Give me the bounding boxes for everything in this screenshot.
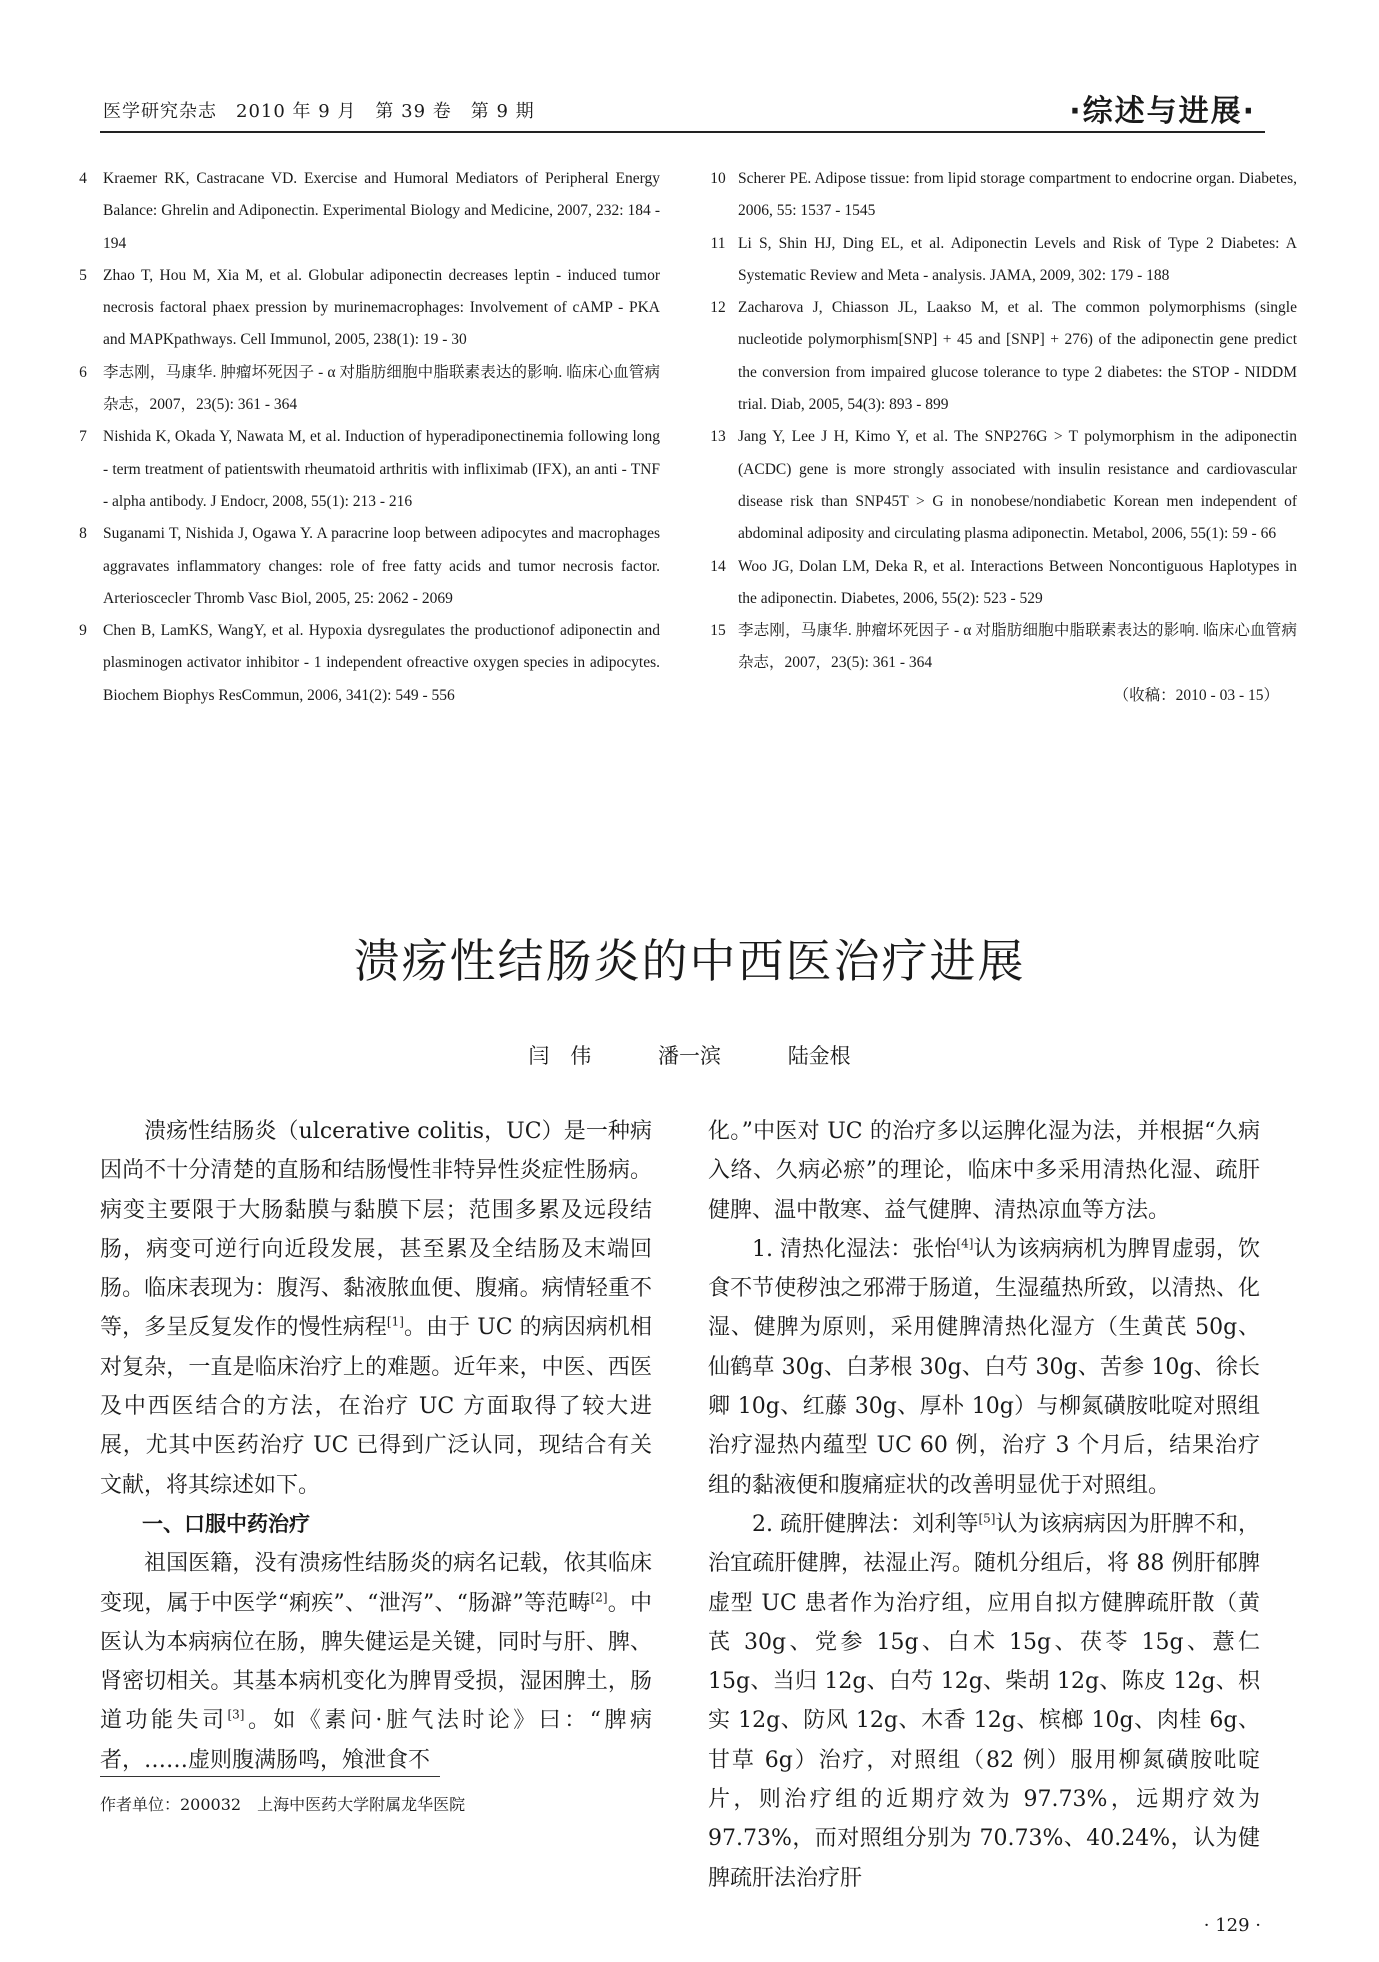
reference-item <box>70 163 660 260</box>
body-paragraph <box>100 1112 652 1505</box>
citation-marker: [4] <box>956 1236 974 1251</box>
paragraph-text: 祖国医籍，没有溃疡性结肠炎的病名记载，依其临床变现，属于中医学“痢疾”、“泄泻”、“肠澼”等范畴 <box>100 1551 652 1616</box>
author-affiliation-footnote: 作者单位：200032 上海中医药大学附属龙华医院 <box>100 1795 466 1814</box>
reference-number: 8 <box>79 525 87 543</box>
reference-number: 6 <box>79 363 87 381</box>
body-paragraph <box>100 1544 652 1780</box>
header-rule <box>100 131 1265 133</box>
references-right-column <box>705 163 1297 712</box>
reference-item <box>70 260 660 357</box>
reference-text: 李志刚，马康华. 肿瘤坏死因子 - α 对脂肪细胞中脂联素表达的影响. 临床心血管病杂志，2007，23(5): 361 - 364 <box>738 622 1297 672</box>
reference-item <box>70 421 660 518</box>
reference-number: 10 <box>710 170 726 187</box>
citation-marker: [5] <box>978 1511 996 1526</box>
reference-text: Zhao T, Hou M, Xia M, et al. Globular adiponectin decreases leptin - induced tumor necrosis factoral phaex pression by murinemacrophages: Involvement of cAMP - PKA and MAPKpathways. Cell Immunol, 2005, 238(1): 19 - 30 <box>103 266 660 349</box>
reference-text: Chen B, LamKS, WangY, et al. Hypoxia dysregulates the productionof adiponectin and plasminogen activator inhibitor - 1 independent ofreactive oxygen species in adipocytes. Biochem Biophys ResCommun, 2006, 341(2): 549 - 556 <box>103 622 660 704</box>
reference-number: 13 <box>710 428 726 446</box>
reference-item <box>705 292 1297 421</box>
page-number: · 129 · <box>1203 1915 1261 1936</box>
author-name: 闫 伟 <box>528 1044 592 1068</box>
author-name: 陆金根 <box>787 1044 851 1068</box>
paragraph-text: 1. 清热化湿法：张怡 <box>752 1236 957 1262</box>
reference-number: 12 <box>710 299 726 317</box>
reference-item <box>705 228 1297 293</box>
body-paragraph <box>708 1505 1260 1898</box>
paragraph-text: 。由于 UC 的病因病机相对复杂，一直是临床治疗上的难题。近年来，中医、西医及中西医结合的方法，在治疗 UC 方面取得了较大进展，尤其中医药治疗 UC 已得到广泛认同，现结合有关文献，将其综述如下。 <box>100 1315 652 1498</box>
received-date: （收稿：2010 - 03 - 15） <box>1113 686 1279 704</box>
citation-marker: [3] <box>227 1708 245 1723</box>
paragraph-text: 2. 疏肝健脾法：刘利等 <box>752 1511 979 1537</box>
article-title: 溃疡性结肠炎的中西医治疗进展 <box>353 934 1026 988</box>
paragraph-text: 。中医认为本病病位在肠，脾失健运是关键，同时与肝、脾、肾密切相关。其基本病机变化为脾胃受损，湿困脾土，肠道功能失司 <box>100 1590 652 1734</box>
journal-header: 医学研究杂志 2010 年 9 月 第 39 卷 第 9 期 <box>103 101 535 122</box>
section-header: ·综述与进展· <box>1069 94 1256 129</box>
reference-item <box>70 357 660 422</box>
reference-number: 4 <box>79 170 87 187</box>
body-right-column <box>708 1112 1260 1898</box>
reference-text: Woo JG, Dolan LM, Deka R, et al. Interactions Between Noncontiguous Haplotypes in the adiponectin. Diabetes, 2006, 55(2): 523 - 529 <box>738 557 1297 607</box>
reference-number: 14 <box>710 557 726 575</box>
reference-text: Zacharova J, Chiasson JL, Laakso M, et al. The common polymorphisms (single nucleotide polymorphism[SNP] + 45 and [SNP] + 276) of the adiponectin gene predict the conversion from impaired glucose tolerance to type 2 diabetes: the STOP - NIDDM trial. Diab, 2005, 54(3): 893 - 899 <box>738 299 1297 414</box>
paragraph-text: 溃疡性结肠炎（ulcerative colitis，UC）是一种病因尚不十分清楚的直肠和结肠慢性非特异性炎症性肠病。病变主要限于大肠黏膜与黏膜下层；范围多累及远段结肠，病变可逆行向近段发展，甚至累及全结肠及末端回肠。临床表现为：腹泻、黏液脓血便、腹痛。病情轻重不等，多呈反复发作的慢性病程 <box>100 1119 652 1341</box>
section-heading: 一、口服中药治疗 <box>142 1511 310 1536</box>
paragraph-text: 认为该病病机为脾胃虚弱，饮食不节使秽浊之邪滞于肠道，生湿蕴热所致，以清热、化湿、健脾为原则，采用健脾清热化湿方（生黄芪 50g、仙鹤草 30g、白茅根 30g、白芍 30g、苦参 10g、徐长卿 10g、红藤 30g、厚朴 10g）与柳氮磺胺吡啶对照组治疗湿热内蕴型 UC 60 例，治疗 3 个月后，结果治疗组的黏液便和腹痛症状的改善明显优于对照组。 <box>708 1236 1260 1498</box>
reference-text: Nishida K, Okada Y, Nawata M, et al. Induction of hyperadiponectinemia following long - term treatment of patientswith rheumatoid arthritis with infliximab (IFX), an anti - TNF - alpha antibody. J Endocr, 2008, 55(1): 213 - 216 <box>103 428 660 510</box>
reference-item <box>705 615 1297 680</box>
reference-text: Scherer PE. Adipose tissue: from lipid storage compartment to endocrine organ. Diabetes, 2006, 55: 1537 - 1545 <box>738 170 1297 220</box>
reference-text: 李志刚，马康华. 肿瘤坏死因子 - α 对脂肪细胞中脂联素表达的影响. 临床心血管病杂志，2007，23(5): 361 - 364 <box>103 363 660 414</box>
body-paragraph: 化。”中医对 UC 的治疗多以运脾化湿为法，并根据“久病入络、久病必瘀”的理论，临床中多采用清热化湿、疏肝健脾、温中散寒、益气健脾、清热凉血等方法。 <box>708 1119 1260 1223</box>
reference-item <box>705 551 1297 616</box>
footnote-rule <box>100 1776 440 1777</box>
reference-number: 15 <box>710 622 726 640</box>
reference-item <box>70 615 660 712</box>
body-left-column <box>100 1112 652 1780</box>
reference-number: 7 <box>79 428 87 446</box>
reference-text: Jang Y, Lee J H, Kimo Y, et al. The SNP276G > T polymorphism in the adiponectin (ACDC) gene is more strongly associated with insulin resistance and cardiovascular disease risk than SNP45T > G in nonobese/nondiabetic Korean men independent of abdominal adiposity and circulating plasma adiponectin. Metabol, 2006, 55(1): 59 - 66 <box>738 428 1297 543</box>
reference-number: 5 <box>79 266 87 284</box>
citation-marker: [1] <box>386 1315 404 1330</box>
reference-text: Kraemer RK, Castracane VD. Exercise and Humoral Mediators of Peripheral Energy Balance: Ghrelin and Adiponectin. Experimental Biology and Medicine, 2007, 232: 184 - 194 <box>103 170 660 252</box>
reference-item <box>70 518 660 615</box>
author-name: 潘一滨 <box>658 1044 721 1068</box>
reference-item <box>705 163 1297 228</box>
references-left-column <box>70 163 660 712</box>
author-list <box>0 1040 1379 1070</box>
reference-number: 9 <box>79 622 87 640</box>
paragraph-text: 。如《素问·脏气法时论》曰：“脾病者，……虚则腹满肠鸣，飧泄食不 <box>100 1708 652 1773</box>
reference-text: Suganami T, Nishida J, Ogawa Y. A paracrine loop between adipocytes and macrophages aggravates inflammatory changes: role of free fatty acids and tumor necrosis factor. Arterioscecler Thromb Vasc Biol, 2005, 25: 2062 - 2069 <box>103 525 660 607</box>
reference-number: 11 <box>710 234 726 252</box>
reference-text: Li S, Shin HJ, Ding EL, et al. Adiponectin Levels and Risk of Type 2 Diabetes: A Systematic Review and Meta - analysis. JAMA, 2009, 302: 179 - 188 <box>738 234 1297 284</box>
reference-item <box>705 421 1297 550</box>
body-paragraph <box>708 1230 1260 1505</box>
paragraph-text: 认为该病病因为肝脾不和，治宜疏肝健脾，祛湿止泻。随机分组后，将 88 例肝郁脾虚型 UC 患者作为治疗组，应用自拟方健脾疏肝散（黄芪 30g、党参 15g、白术 15g、茯苓 15g、薏仁 15g、当归 12g、白芍 12g、柴胡 12g、陈皮 12g、枳实 12g、防风 12g、木香 12g、槟榔 10g、肉桂 6g、甘草 6g）治疗，对照组（82 例）服用柳氮磺胺吡啶片，则治疗组的近期疗效为 97.73%，远期疗效为 97.73%，而对照组分别为 70.73%、40.24%，认为健脾疏肝法治疗肝 <box>708 1511 1260 1891</box>
citation-marker: [2] <box>590 1590 608 1605</box>
